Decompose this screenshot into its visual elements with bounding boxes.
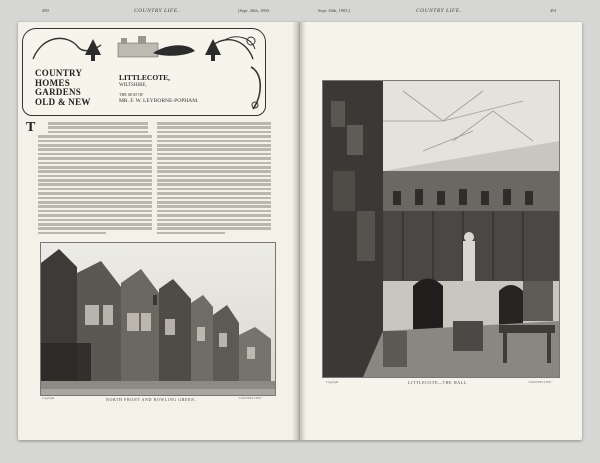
text-line: [157, 210, 271, 213]
left-running-title: COUNTRY LIFE.: [134, 8, 180, 14]
text-line: [38, 144, 152, 147]
text-line: [157, 223, 271, 226]
county-name: WILTSHIRE,: [119, 83, 147, 88]
text-line: [157, 205, 271, 208]
text-line: [38, 232, 106, 235]
text-line: [38, 170, 152, 173]
series-title-line-4: OLD & NEW: [35, 96, 91, 107]
text-line: [38, 175, 152, 178]
right-date: Sept. 26th, 1903.]: [318, 8, 351, 13]
text-line: [38, 148, 152, 151]
text-line: [38, 153, 152, 156]
left-date: [Sept. 26th, 1903.: [238, 8, 271, 13]
series-title-line-3: GARDENS: [35, 87, 82, 97]
text-line: [38, 183, 152, 186]
right-photo-credit-source: "COUNTRY LIFE.": [528, 380, 553, 384]
series-title: [35, 69, 91, 107]
text-line: [48, 131, 148, 134]
masthead-panel: [22, 28, 266, 116]
text-line: [38, 214, 152, 217]
text-line: [157, 162, 271, 165]
text-line: [157, 166, 271, 169]
text-line: [48, 122, 148, 125]
text-line: [157, 122, 271, 125]
text-line: [38, 201, 152, 204]
text-line: [157, 140, 271, 143]
place-name: LITTLECOTE,: [119, 73, 171, 82]
left-photo-credit-source: "COUNTRY LIFE.": [238, 396, 263, 400]
text-line: [38, 157, 152, 160]
text-line: [157, 175, 271, 178]
north-front-photo: [40, 242, 276, 396]
text-line: [38, 227, 152, 230]
right-running-title: COUNTRY LIFE.: [416, 8, 462, 14]
text-line: [157, 232, 225, 235]
text-line: [157, 126, 271, 129]
book-gutter: [292, 22, 306, 440]
text-line: [38, 197, 152, 200]
text-line: [157, 197, 271, 200]
text-line: [157, 148, 271, 151]
left-photo-credit-label: Copyright: [42, 396, 55, 400]
text-line: [38, 205, 152, 208]
text-line: [38, 135, 152, 138]
series-title-line-2: HOMES: [35, 77, 71, 88]
text-line: [157, 201, 271, 204]
text-line: [38, 179, 152, 182]
article-text-column-2: [157, 122, 271, 240]
article-text-column-1: [38, 122, 152, 240]
right-photo-caption: LITTLECOTE—THE HALL.: [408, 380, 469, 385]
seat-of-label: THE SEAT OF: [119, 92, 144, 97]
text-line: [48, 126, 148, 129]
text-line: [157, 135, 271, 138]
right-photo-credit-label: Copyright: [326, 380, 339, 384]
article-drop-cap: T: [26, 120, 36, 135]
text-line: [38, 192, 152, 195]
text-line: [38, 210, 152, 213]
text-line: [157, 131, 271, 134]
text-line: [157, 144, 271, 147]
text-line: [157, 179, 271, 182]
masthead-ornament: [23, 29, 265, 69]
left-photo-caption: NORTH FRONT AND BOWLING GREEN.: [106, 397, 197, 402]
text-line: [157, 153, 271, 156]
masthead-scroll-ornament: [247, 65, 265, 113]
text-line: [157, 170, 271, 173]
text-line: [157, 188, 271, 191]
text-line: [157, 227, 271, 230]
text-line: [38, 223, 152, 226]
text-line: [157, 214, 271, 217]
text-line: [157, 157, 271, 160]
right-page-number: 491: [550, 8, 557, 13]
text-line: [157, 192, 271, 195]
text-line: [38, 188, 152, 191]
text-line: [157, 183, 271, 186]
owner-name: MR. F. W. LEYBORNE-POPHAM.: [119, 98, 199, 104]
text-line: [38, 219, 152, 222]
text-line: [38, 162, 152, 165]
series-title-line-1: COUNTRY: [35, 68, 83, 78]
text-line: [157, 219, 271, 222]
hall-interior-photo: [322, 80, 560, 378]
text-line: [38, 140, 152, 143]
left-page-number: 490: [42, 8, 49, 13]
text-line: [38, 166, 152, 169]
